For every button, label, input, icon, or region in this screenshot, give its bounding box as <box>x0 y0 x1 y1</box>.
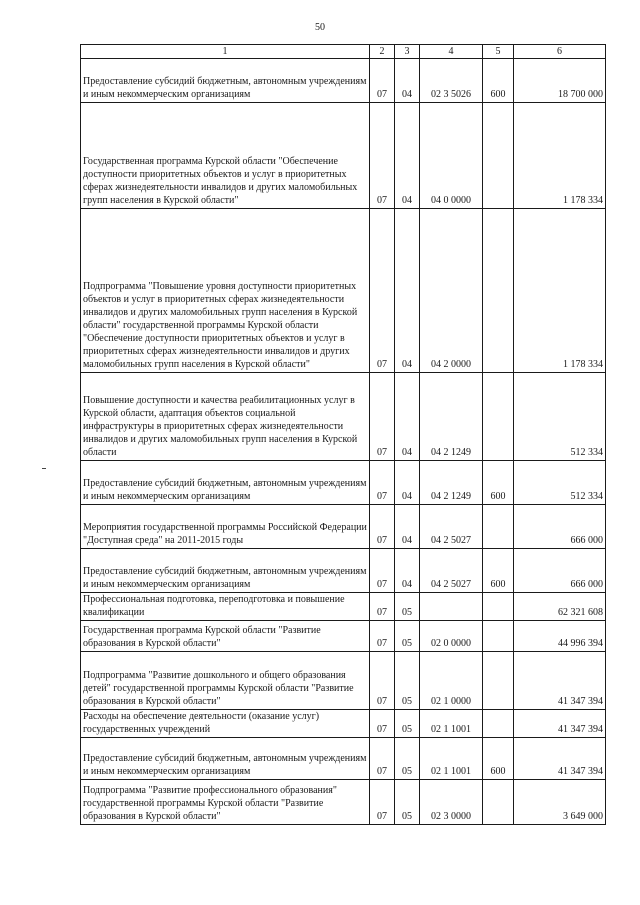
row-name: Профессиональная подготовка, переподготовка и повышение квалификации <box>81 593 370 621</box>
amount: 1 178 334 <box>514 209 606 373</box>
table-row <box>81 461 606 505</box>
column-header: 6 <box>514 45 606 59</box>
row-name: Предоставление субсидий бюджетным, автономным учреждениям и иным некоммерческим организациям <box>81 59 370 103</box>
column-number-row <box>81 45 606 59</box>
row-name: Государственная программа Курской области "Развитие образования в Курской области" <box>81 621 370 652</box>
amount: 18 700 000 <box>514 59 606 103</box>
amount: 41 347 394 <box>514 652 606 710</box>
column-header: 3 <box>395 45 420 59</box>
row-name: Подпрограмма "Развитие профессионального образования" государственной программы Курской области "Развитие образования в Курской области" <box>81 780 370 825</box>
section-code: 07 <box>370 209 395 373</box>
amount: 512 334 <box>514 373 606 461</box>
target-article-code: 02 3 5026 <box>420 59 483 103</box>
target-article-code: 04 2 1249 <box>420 461 483 505</box>
table-row <box>81 103 606 209</box>
section-code: 07 <box>370 103 395 209</box>
section-code: 07 <box>370 461 395 505</box>
expense-type-code: 600 <box>483 461 514 505</box>
target-article-code: 02 0 0000 <box>420 621 483 652</box>
section-code: 07 <box>370 549 395 593</box>
section-code: 07 <box>370 621 395 652</box>
expense-type-code <box>483 652 514 710</box>
section-code: 07 <box>370 738 395 780</box>
amount: 1 178 334 <box>514 103 606 209</box>
expense-type-code <box>483 103 514 209</box>
row-name: Расходы на обеспечение деятельности (оказание услуг) государственных учреждений <box>81 710 370 738</box>
row-name: Повышение доступности и качества реабилитационных услуг в Курской области, адаптация объектов социальной инфраструктуры в приоритетных сферах жизнедеятельности инвалидов и других маломобильных групп населения в Курской области <box>81 373 370 461</box>
section-code: 07 <box>370 373 395 461</box>
target-article-code: 02 3 0000 <box>420 780 483 825</box>
subsection-code: 04 <box>395 505 420 549</box>
amount: 666 000 <box>514 549 606 593</box>
subsection-code: 05 <box>395 780 420 825</box>
column-header: 1 <box>81 45 370 59</box>
section-code: 07 <box>370 652 395 710</box>
target-article-code <box>420 593 483 621</box>
page-number: 50 <box>315 22 325 33</box>
section-code: 07 <box>370 505 395 549</box>
row-name: Подпрограмма "Развитие дошкольного и общего образования детей" государственной программы Курской области "Развитие образования в Курской области" <box>81 652 370 710</box>
expense-type-code <box>483 710 514 738</box>
expense-type-code <box>483 373 514 461</box>
expense-type-code <box>483 621 514 652</box>
row-name: Мероприятия государственной программы Российской Федерации "Доступная среда" на 2011-2015 годы <box>81 505 370 549</box>
subsection-code: 04 <box>395 549 420 593</box>
row-name: Подпрограмма "Повышение уровня доступности приоритетных объектов и услуг в приоритетных сферах жизнедеятельности инвалидов и других маломобильных групп населения в Курской области" государственной программы Курской области "Обеспечение доступности приоритетных объектов и услуг в приоритетных сферах жизнедеятельности инвалидов и других маломобильных групп населения в Курской области" <box>81 209 370 373</box>
table-row <box>81 710 606 738</box>
target-article-code: 04 2 0000 <box>420 209 483 373</box>
expense-type-code <box>483 209 514 373</box>
amount: 41 347 394 <box>514 738 606 780</box>
amount: 44 996 394 <box>514 621 606 652</box>
target-article-code: 04 2 1249 <box>420 373 483 461</box>
expense-type-code <box>483 505 514 549</box>
section-code: 07 <box>370 780 395 825</box>
budget-table <box>80 44 606 825</box>
column-header: 2 <box>370 45 395 59</box>
amount: 512 334 <box>514 461 606 505</box>
target-article-code: 04 2 5027 <box>420 505 483 549</box>
expense-type-code: 600 <box>483 59 514 103</box>
expense-type-code <box>483 780 514 825</box>
row-name: Государственная программа Курской области "Обеспечение доступности приоритетных объектов и услуг в приоритетных сферах жизнедеятельности инвалидов и других маломобильных групп населения в Курской области" <box>81 103 370 209</box>
row-name: Предоставление субсидий бюджетным, автономным учреждениям и иным некоммерческим организациям <box>81 738 370 780</box>
table-row <box>81 621 606 652</box>
section-code: 07 <box>370 710 395 738</box>
column-header: 4 <box>420 45 483 59</box>
subsection-code: 05 <box>395 621 420 652</box>
subsection-code: 05 <box>395 593 420 621</box>
column-header: 5 <box>483 45 514 59</box>
expense-type-code: 600 <box>483 738 514 780</box>
amount: 62 321 608 <box>514 593 606 621</box>
subsection-code: 05 <box>395 738 420 780</box>
target-article-code: 04 0 0000 <box>420 103 483 209</box>
row-name: Предоставление субсидий бюджетным, автономным учреждениям и иным некоммерческим организациям <box>81 549 370 593</box>
table-row <box>81 59 606 103</box>
target-article-code: 04 2 5027 <box>420 549 483 593</box>
amount: 3 649 000 <box>514 780 606 825</box>
subsection-code: 04 <box>395 373 420 461</box>
table-row <box>81 373 606 461</box>
table-row <box>81 505 606 549</box>
table-row <box>81 549 606 593</box>
expense-type-code <box>483 593 514 621</box>
target-article-code: 02 1 1001 <box>420 710 483 738</box>
table-row <box>81 209 606 373</box>
amount: 41 347 394 <box>514 710 606 738</box>
subsection-code: 04 <box>395 103 420 209</box>
target-article-code: 02 1 1001 <box>420 738 483 780</box>
table-row <box>81 780 606 825</box>
table-row <box>81 652 606 710</box>
subsection-code: 04 <box>395 59 420 103</box>
table-row <box>81 738 606 780</box>
section-code: 07 <box>370 593 395 621</box>
expense-type-code: 600 <box>483 549 514 593</box>
subsection-code: 05 <box>395 652 420 710</box>
subsection-code: 04 <box>395 209 420 373</box>
scan-mark <box>42 468 46 469</box>
table-row <box>81 593 606 621</box>
target-article-code: 02 1 0000 <box>420 652 483 710</box>
amount: 666 000 <box>514 505 606 549</box>
subsection-code: 04 <box>395 461 420 505</box>
row-name: Предоставление субсидий бюджетным, автономным учреждениям и иным некоммерческим организациям <box>81 461 370 505</box>
section-code: 07 <box>370 59 395 103</box>
subsection-code: 05 <box>395 710 420 738</box>
